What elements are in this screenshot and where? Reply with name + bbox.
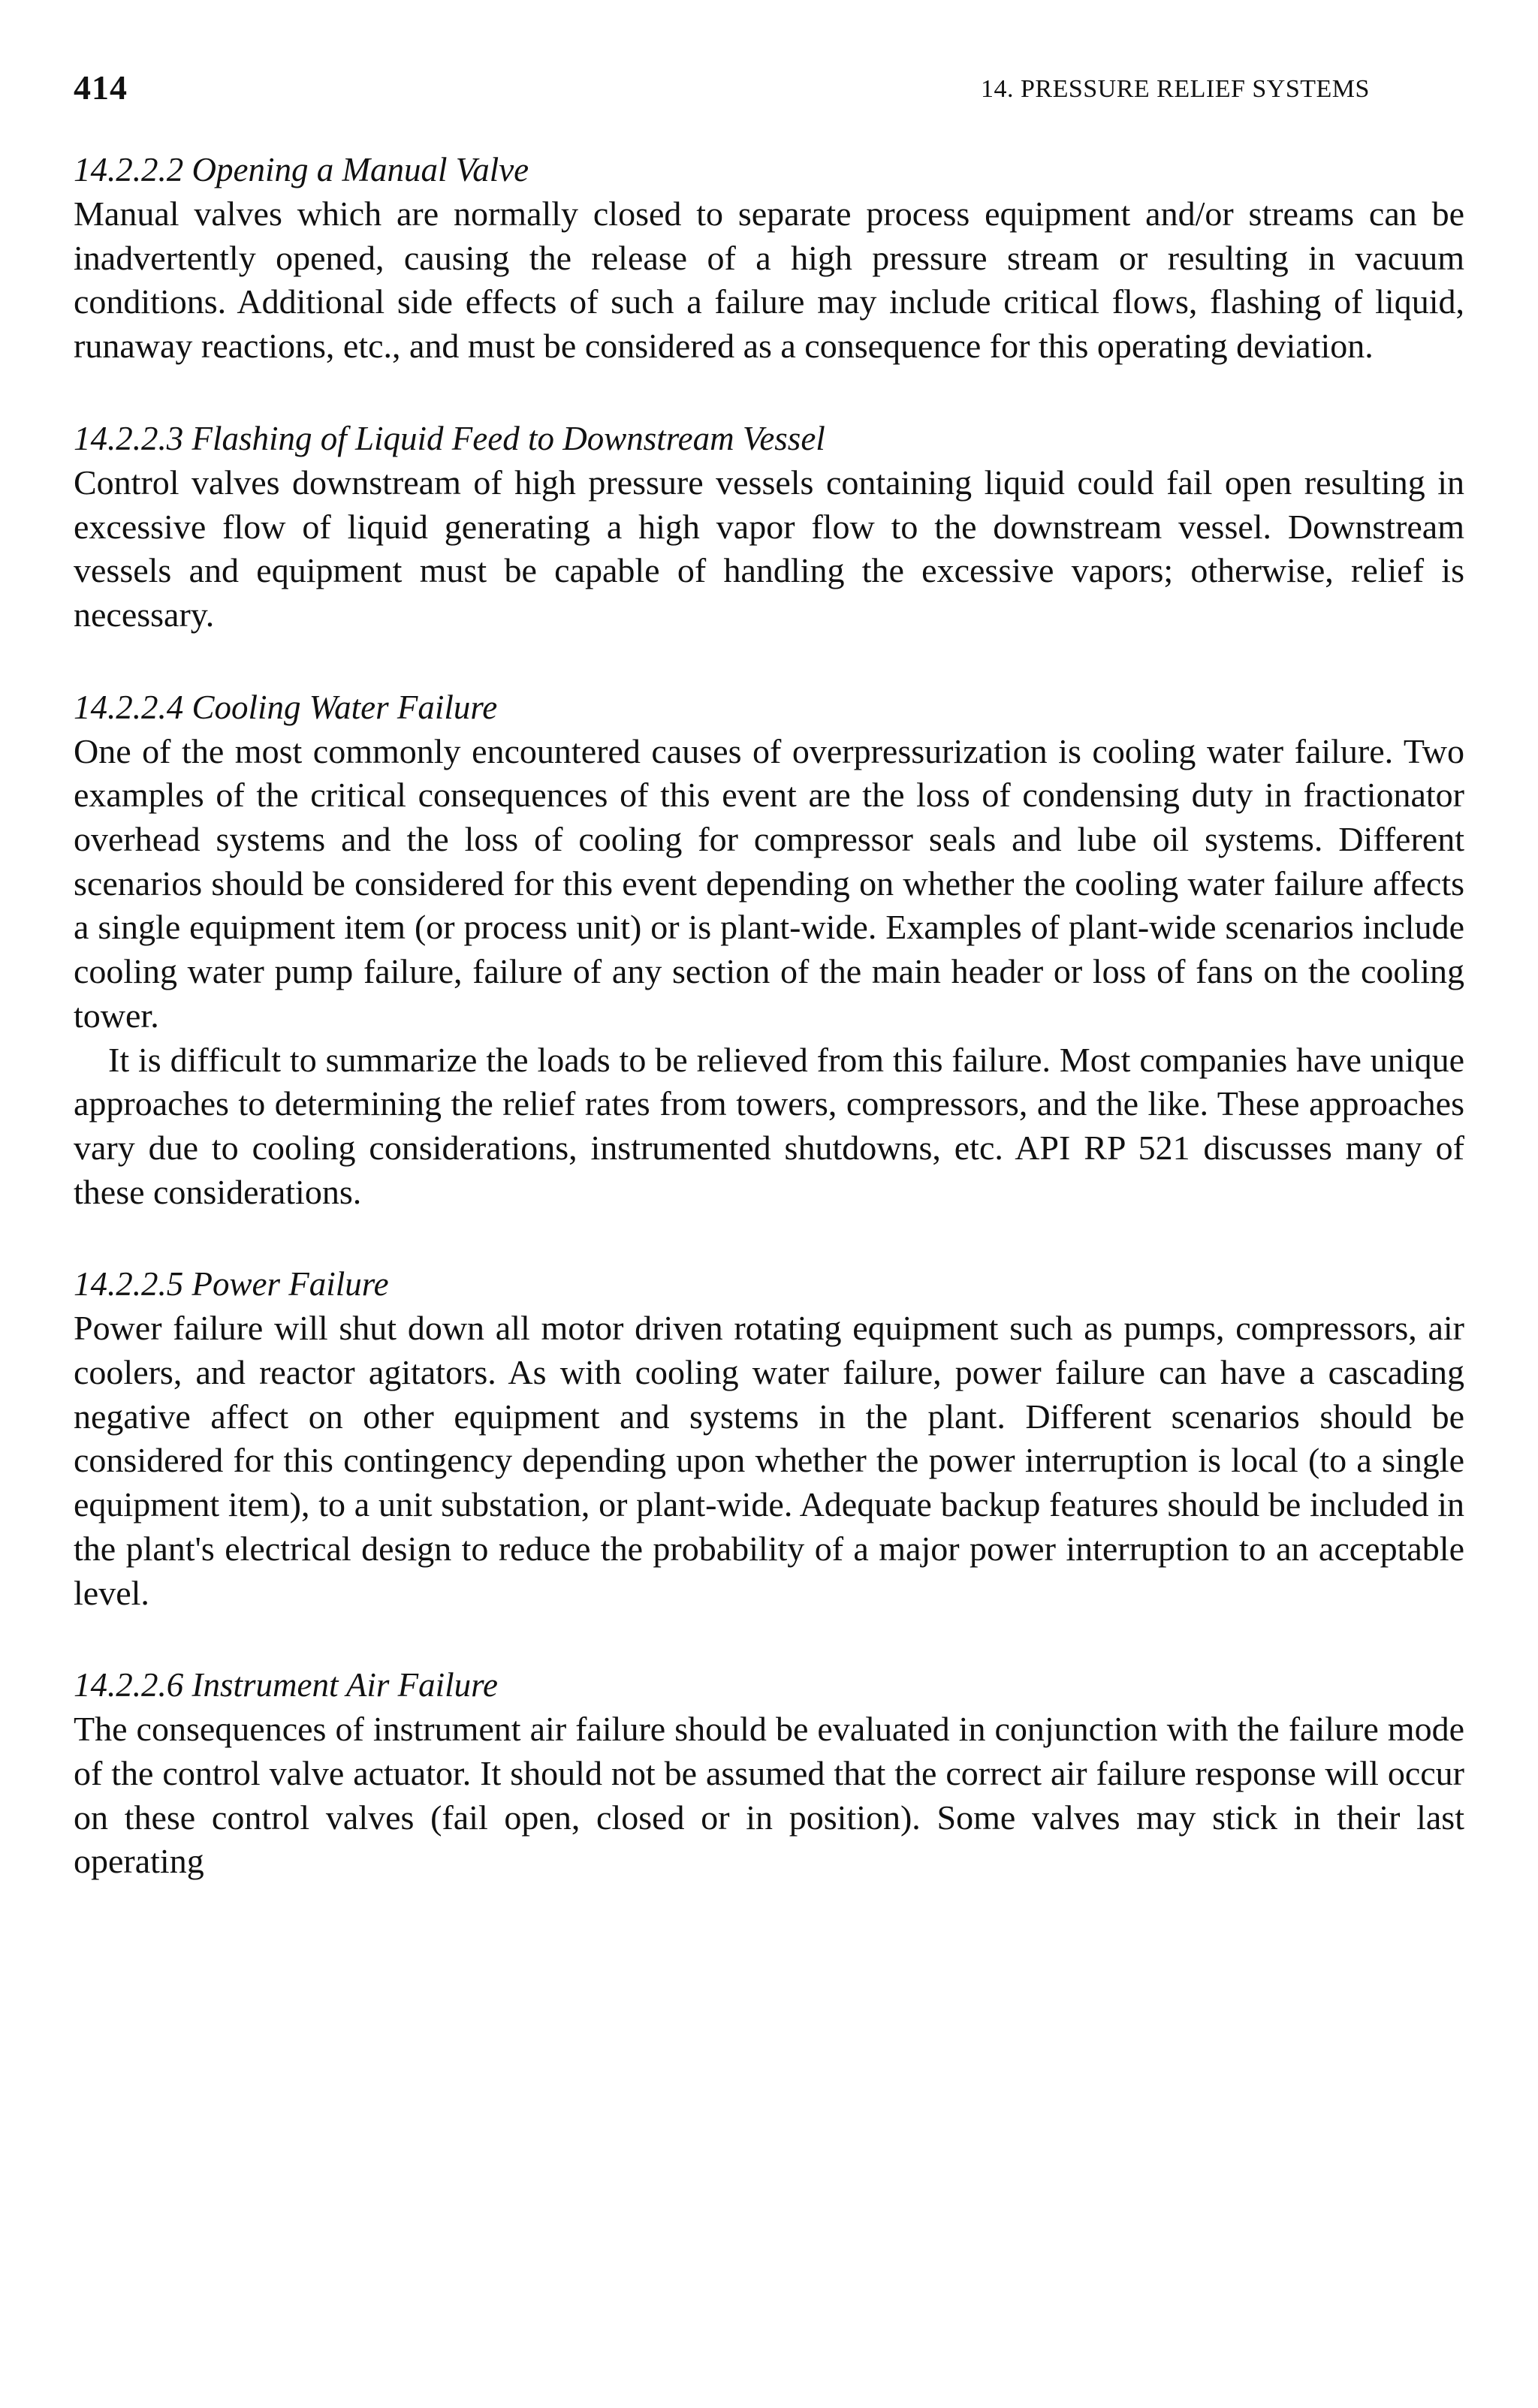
section-opening-manual-valve (74, 147, 1464, 369)
section-title: Opening a Manual Valve (191, 151, 529, 188)
paragraph: Manual valves which are normally closed to separate process equipment and/or streams can be inadvertently opened, causing the release of a high pressure stream or resulting in vacuum conditions. Additional side effects of such a failure may include critical flows, flashing of liquid, runaway reactions, etc., and must be considered as a consequence for this operating deviation. (74, 194, 1464, 366)
running-header (74, 68, 1464, 113)
section-title: Cooling Water Failure (191, 688, 498, 726)
section-number: 14.2.2.3 (74, 419, 184, 457)
section-heading (74, 1662, 1464, 1707)
paragraph: Power failure will shut down all motor driven rotating equipment such as pumps, compressors, air coolers, and reactor agitators. As with cooling water failure, power failure can have a cascading negative affect on other equipment and systems in the plant. Different scenarios should be considered for this contingency depending upon whether the power interruption is local (to a single equipment item), to a unit substation, or plant-wide. Adequate backup features should be included in the plant's electrical design to reduce the probability of a major power interruption to an acceptable level. (74, 1309, 1464, 1612)
paragraph: The consequences of instrument air failure should be evaluated in conjunction with the failure mode of the control valve actuator. It should not be assumed that the correct air failure response will occur on these control valves (fail open, closed or in position). Some valves may stick in their last operating (74, 1710, 1464, 1881)
chapter-title: 14. PRESSURE RELIEF SYSTEMS (981, 75, 1370, 103)
section-heading (74, 416, 1464, 461)
page-number: 414 (74, 68, 128, 107)
section-heading (74, 147, 1464, 192)
section-number: 14.2.2.5 (74, 1265, 184, 1303)
paragraph: It is difficult to summarize the loads to be relieved from this failure. Most companies have unique approaches to determining the relief rates from towers, compressors, and the like. These approaches vary due to cooling considerations, instrumented shutdowns, etc. API RP 521 discusses many of these considerations. (74, 1040, 1464, 1211)
section-title: Flashing of Liquid Feed to Downstream Vessel (191, 419, 825, 457)
section-number: 14.2.2.6 (74, 1666, 184, 1704)
paragraph: Control valves downstream of high pressure vessels containing liquid could fail open resulting in excessive flow of liquid generating a high vapor flow to the downstream vessel. Downstream vessels and equipment must be capable of handling the excessive vapors; otherwise, relief is necessary. (74, 463, 1464, 634)
section-flashing-liquid-feed (74, 416, 1464, 637)
section-power-failure (74, 1261, 1464, 1615)
section-instrument-air-failure (74, 1662, 1464, 1884)
section-title: Power Failure (191, 1265, 389, 1303)
section-heading (74, 685, 1464, 730)
section-heading (74, 1261, 1464, 1306)
section-number: 14.2.2.2 (74, 151, 184, 188)
section-title: Instrument Air Failure (191, 1666, 498, 1704)
section-cooling-water-failure (74, 685, 1464, 1215)
paragraph: One of the most commonly encountered causes of overpressurization is cooling water failure. Two examples of the critical consequences of this event are the loss of condensing duty in fractionator overhead systems and the loss of cooling for compressor seals and lube oil systems. Different scenarios should be considered for this event depending on whether the cooling water failure affects a single equipment item (or process unit) or is plant-wide. Examples of plant-wide scenarios include cooling water pump failure, failure of any section of the main header or loss of fans on the cooling tower. (74, 731, 1464, 1035)
book-page (74, 68, 1464, 1931)
section-number: 14.2.2.4 (74, 688, 184, 726)
